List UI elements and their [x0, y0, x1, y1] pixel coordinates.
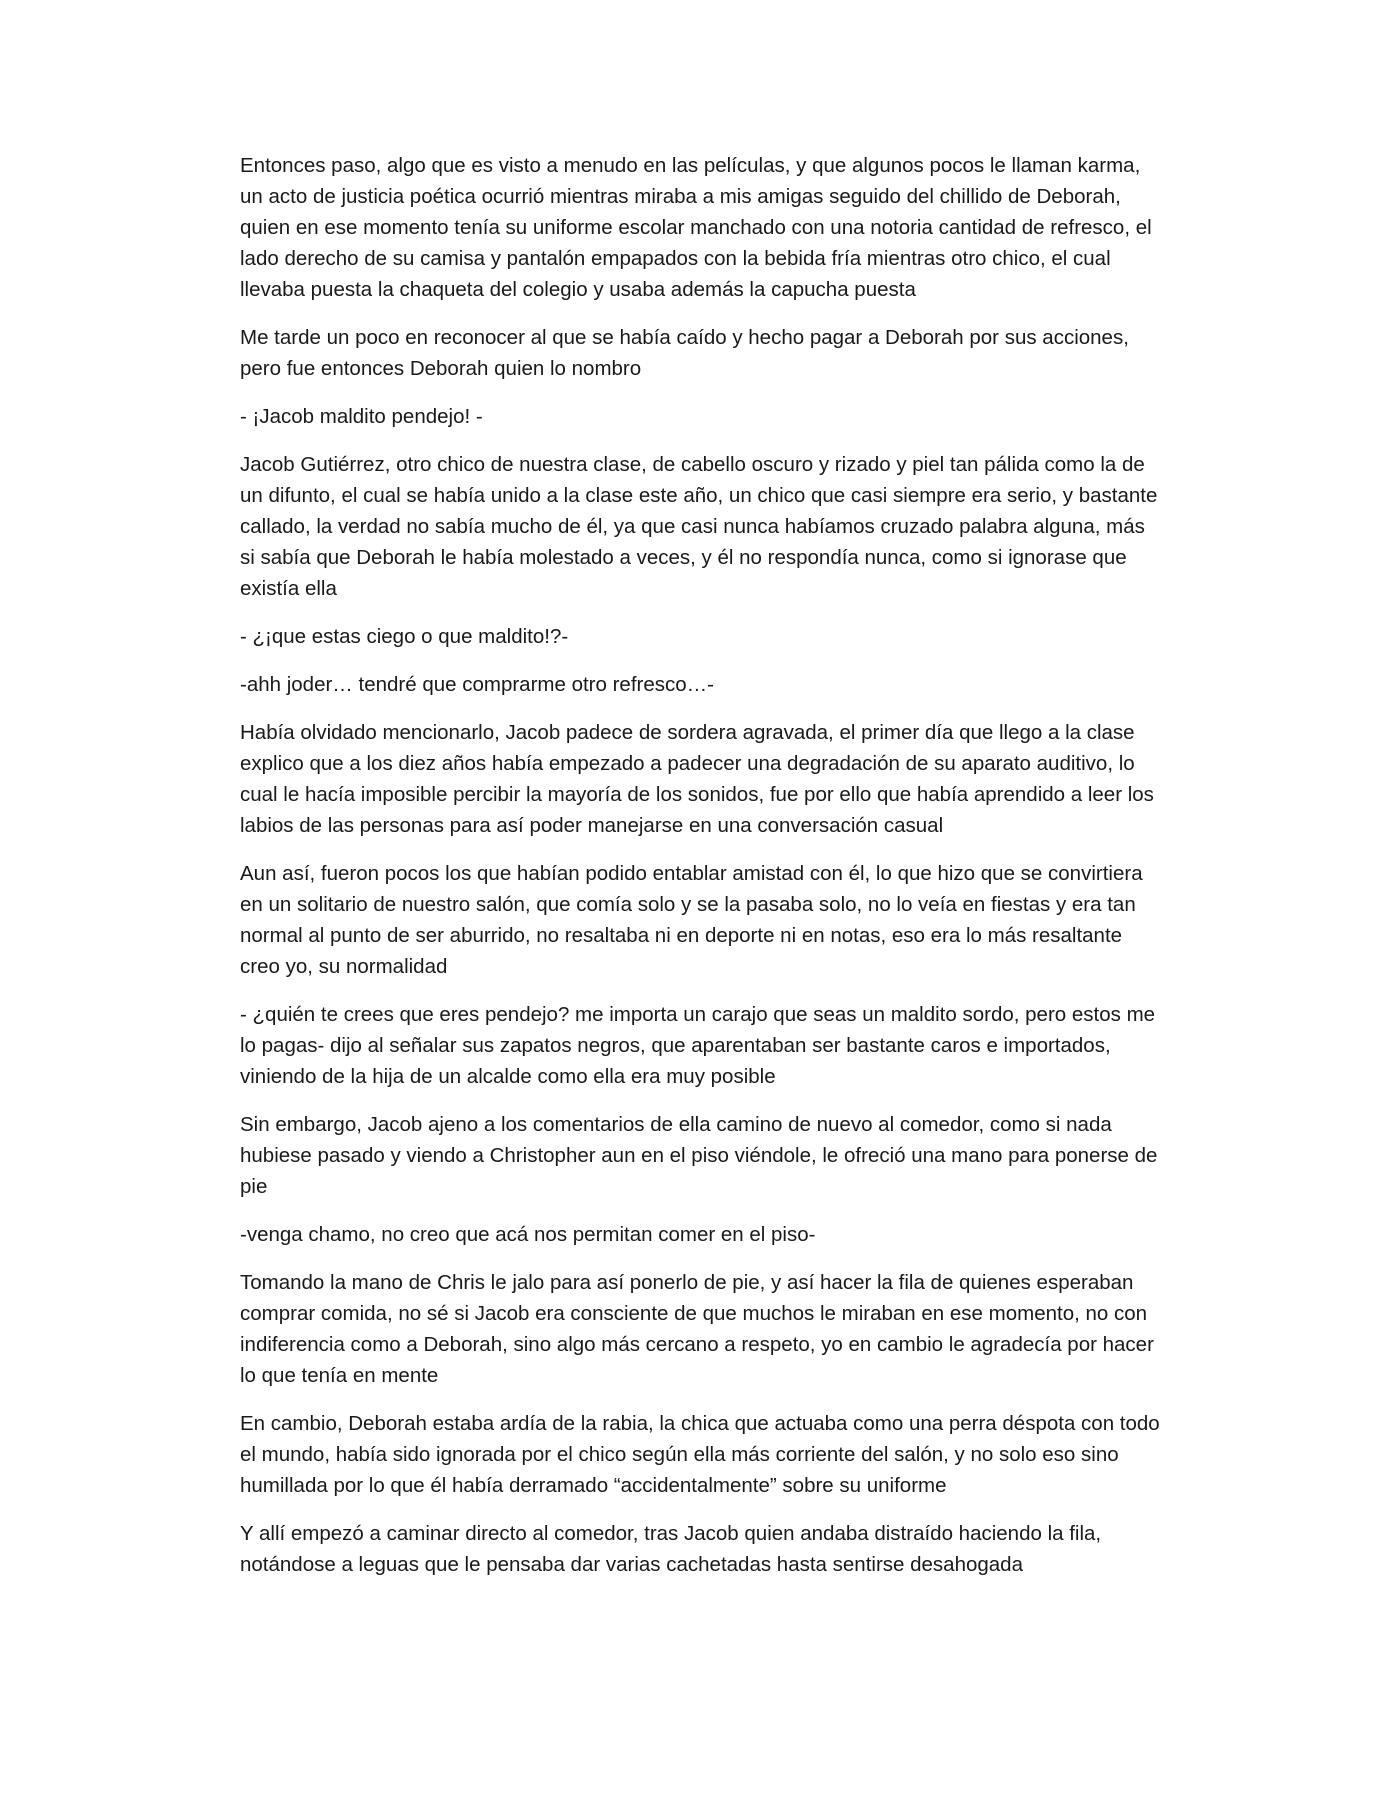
paragraph: Aun así, fueron pocos los que habían podido entablar amistad con él, lo que hizo que se convirtiera en un solitario de nuestro salón, que comía solo y se la pasaba solo, no lo veía en fiestas y era tan normal al punto de ser aburrido, no resaltaba ni en deporte ni en notas, eso era lo más resaltante creo yo, su normalidad	[240, 862, 1143, 978]
dialogue-line: -venga chamo, no creo que acá nos permitan comer en el piso-	[240, 1223, 816, 1246]
paragraph: Me tarde un poco en reconocer al que se había caído y hecho pagar a Deborah por sus acciones, pero fue entonces Deborah quien lo nombro	[240, 326, 1129, 380]
dialogue-line: -ahh joder… tendré que comprarme otro refresco…-	[240, 673, 714, 696]
paragraph: - ¿quién te crees que eres pendejo? me importa un carajo que seas un maldito sordo, pero estos me lo pagas- dijo al señalar sus zapatos negros, que aparentaban ser bastante caros e importados, viniendo de la hija de un alcalde como ella era muy posible	[240, 1003, 1156, 1088]
dialogue-line: - ¿¡que estas ciego o que maldito!?-	[240, 625, 569, 648]
paragraph: Sin embargo, Jacob ajeno a los comentarios de ella camino de nuevo al comedor, como si nada hubiese pasado y viendo a Christopher aun en el piso viéndole, le ofreció una mano para ponerse de pie	[240, 1113, 1158, 1198]
paragraph: Había olvidado mencionarlo, Jacob padece de sordera agravada, el primer día que llego a la clase explico que a los diez años había empezado a padecer una degradación de su aparato auditivo, lo cual le hacía imposible percibir la mayoría de los sonidos, fue por ello que había aprendido a leer los labios de las personas para así poder manejarse en una conversación casual	[240, 721, 1154, 837]
paragraph: Jacob Gutiérrez, otro chico de nuestra clase, de cabello oscuro y rizado y piel tan pálida como la de un difunto, el cual se había unido a la clase este año, un chico que casi siempre era serio, y bastante callado, la verdad no sabía mucho de él, ya que casi nunca habíamos cruzado palabra alguna, más si sabía que Deborah le había molestado a veces, y él no respondía nunca, como si ignorase que existía ella	[240, 453, 1158, 600]
paragraph: Y allí empezó a caminar directo al comedor, tras Jacob quien andaba distraído haciendo la fila, notándose a leguas que le pensaba dar varias cachetadas hasta sentirse desahogada	[240, 1522, 1102, 1576]
paragraph: Tomando la mano de Chris le jalo para así ponerlo de pie, y así hacer la fila de quienes esperaban comprar comida, no sé si Jacob era consciente de que muchos le miraban en ese momento, no con indiferencia como a Deborah, sino algo más cercano a respeto, yo en cambio le agradecía por hacer lo que tenía en mente	[240, 1271, 1154, 1387]
paragraph: En cambio, Deborah estaba ardía de la rabia, la chica que actuaba como una perra déspota con todo el mundo, había sido ignorada por el chico según ella más corriente del salón, y no solo eso sino humillada por lo que él había derramado “accidentalmente” sobre su uniforme	[240, 1412, 1160, 1497]
dialogue-line: - ¡Jacob maldito pendejo! -	[240, 405, 483, 428]
paragraph: Entonces paso, algo que es visto a menudo en las películas, y que algunos pocos le llaman karma, un acto de justicia poética ocurrió mientras miraba a mis amigas seguido del chillido de Deborah, quien en ese momento tenía su uniforme escolar manchado con una notoria cantidad de refresco, el lado derecho de su camisa y pantalón empapados con la bebida fría mientras otro chico, el cual llevaba puesta la chaqueta del colegio y usaba además la capucha puesta	[240, 154, 1152, 301]
document-page	[240, 150, 1160, 1597]
